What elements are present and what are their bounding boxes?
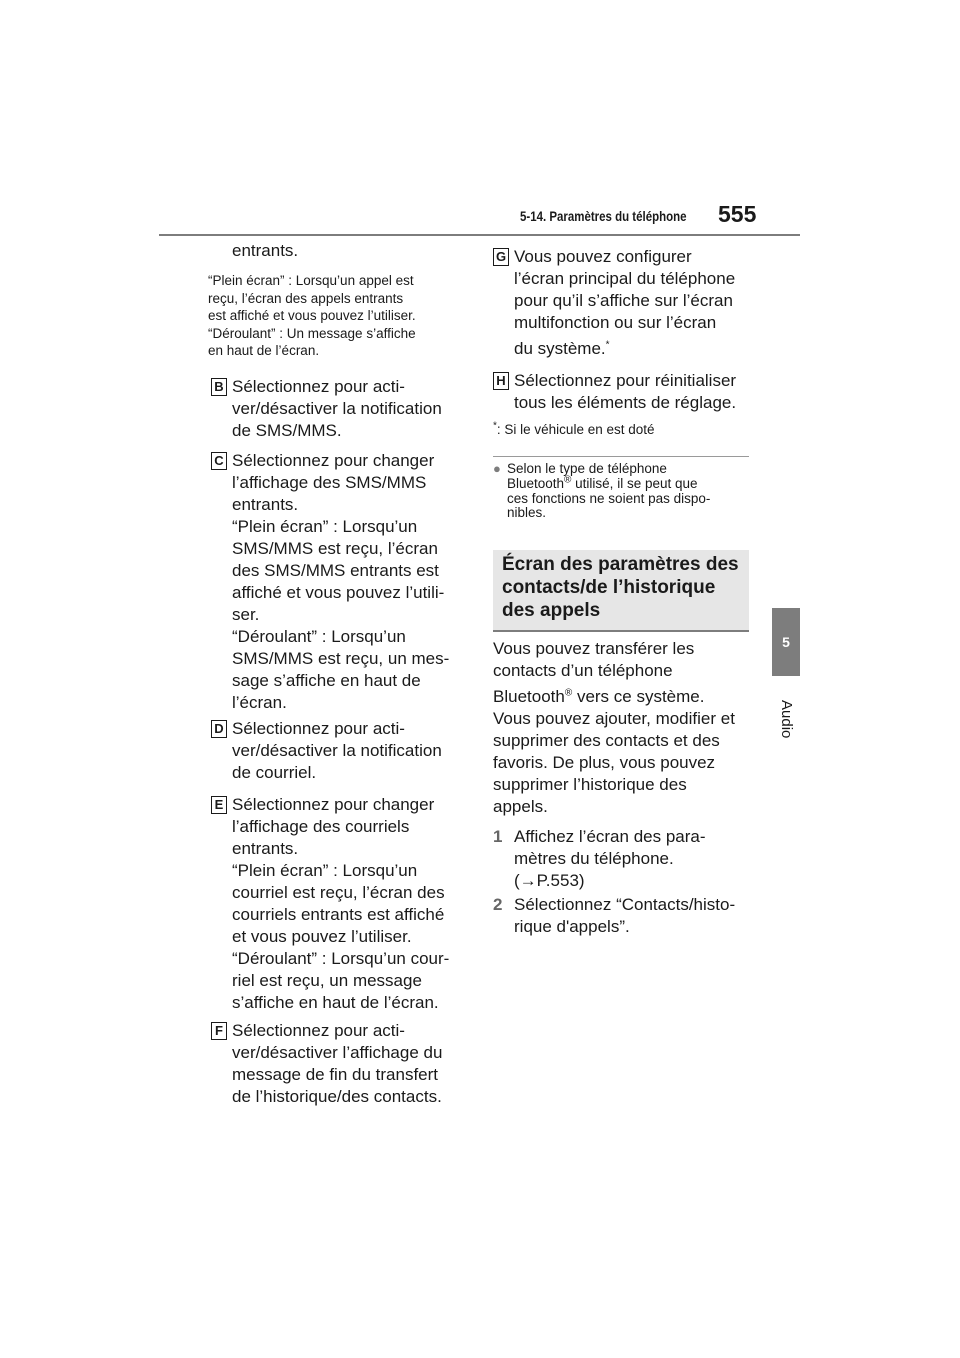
body-line: supprimer des contacts et des — [493, 731, 720, 750]
left-column — [208, 240, 463, 360]
item-line: entrants. — [232, 495, 299, 514]
note-line: est affiché et vous pouvez l’utiliser. — [208, 308, 416, 323]
item-line: message de fin du transfert — [232, 1065, 439, 1084]
item-label-box: D — [211, 720, 227, 738]
footnote-mark: * — [493, 420, 497, 432]
body-line: Vous pouvez transférer les — [493, 639, 695, 658]
section-heading-line: contacts/de l’historique — [502, 577, 716, 598]
item-g — [493, 246, 755, 360]
body-line — [493, 686, 755, 708]
note-line: nibles. — [507, 505, 547, 520]
step-line: (→P.553) — [514, 871, 585, 890]
note-block — [208, 272, 463, 360]
item-line: multifonction ou sur l’écran — [514, 313, 717, 332]
step-line: Affichez l’écran des para- — [514, 827, 706, 846]
item-line: ver/désactiver la notification — [232, 399, 442, 418]
item-line: l’affichage des SMS/MMS — [232, 473, 427, 492]
item-h — [493, 370, 755, 414]
continued-text: entrants. — [232, 241, 299, 260]
item-line: de courriel. — [232, 763, 317, 782]
registered-mark: ® — [564, 474, 572, 486]
body-line: appels. — [493, 797, 548, 816]
item-f — [211, 1020, 471, 1108]
note-text: Bluetooth — [507, 476, 565, 491]
section-body — [493, 638, 755, 818]
body-text: vers ce système. — [572, 687, 705, 706]
item-line: des SMS/MMS entrants est — [232, 561, 439, 580]
step-line: rique d'appels”. — [514, 917, 630, 936]
item-line: “Plein écran” : Lorsqu’un — [232, 517, 418, 536]
footnote-text: : Si le véhicule en est doté — [496, 422, 655, 437]
item-line: SMS/MMS est reçu, l’écran — [232, 539, 438, 558]
separator — [493, 456, 749, 457]
page-number: 555 — [718, 201, 757, 227]
item-line: entrants. — [232, 839, 299, 858]
body-text: Bluetooth — [493, 687, 565, 706]
step-1 — [493, 826, 755, 892]
item-line: de l’historique/des contacts. — [232, 1087, 442, 1106]
item-line — [514, 338, 755, 360]
step-number: 2 — [493, 895, 503, 914]
item-label-box: F — [211, 1022, 227, 1040]
item-line: ver/désactiver l’affichage du — [232, 1043, 443, 1062]
section-title: 5-14. Paramètres du téléphone — [520, 208, 687, 224]
step-line: mètres du téléphone. — [514, 849, 674, 868]
chapter-tab: 5 — [772, 608, 800, 676]
item-label-box: B — [211, 378, 227, 396]
item-line: courriel est reçu, l’écran des — [232, 883, 445, 902]
item-d — [211, 718, 471, 784]
step-number: 1 — [493, 827, 503, 846]
item-line-text: du système. — [514, 339, 606, 358]
note-line: Selon le type de téléphone — [507, 461, 667, 476]
item-line: Sélectionnez pour changer — [232, 451, 435, 470]
item-line: l’écran principal du téléphone — [514, 269, 736, 288]
item-line: Sélectionnez pour réinitialiser — [514, 371, 737, 390]
item-line: Sélectionnez pour acti- — [232, 377, 405, 396]
item-e — [211, 794, 471, 1014]
item-line: de SMS/MMS. — [232, 421, 342, 440]
step-2 — [493, 894, 755, 938]
item-line: riel est reçu, un message — [232, 971, 422, 990]
item-line: s’affiche en haut de l’écran. — [232, 993, 439, 1012]
registered-mark: ® — [564, 687, 573, 699]
item-label-box: C — [211, 452, 227, 470]
note — [493, 462, 753, 520]
note-line: “Déroulant” : Un message s’affiche — [208, 325, 416, 341]
item-line: Vous pouvez configurer — [514, 247, 692, 266]
item-b — [211, 376, 471, 442]
item-line: ser. — [232, 605, 260, 624]
footnote-mark: * — [605, 339, 610, 351]
section-heading-line: des appels — [502, 600, 601, 621]
note-line: “Plein écran” : Lorsqu’un appel est — [208, 273, 414, 288]
item-c — [211, 450, 471, 714]
item-line: l’écran. — [232, 693, 287, 712]
item-line: “Plein écran” : Lorsqu’un — [232, 861, 418, 880]
item-line: Sélectionnez pour acti- — [232, 1021, 405, 1040]
note-line: en haut de l’écran. — [208, 343, 320, 358]
item-label-box: H — [493, 372, 509, 390]
bullet-icon: ● — [493, 461, 501, 476]
item-line: affiché et vous pouvez l’utili- — [232, 583, 445, 602]
item-line: pour qu’il s’affiche sur l’écran — [514, 291, 733, 310]
item-line: “Déroulant” : Lorsqu’un cour- — [232, 949, 450, 968]
header-rule — [159, 234, 800, 236]
item-label-box: E — [211, 796, 227, 814]
section-heading-line: Écran des paramètres des — [502, 554, 739, 575]
item-line: “Déroulant” : Lorsqu’un — [232, 627, 406, 646]
item-line: Sélectionnez pour changer — [232, 795, 435, 814]
item-line: SMS/MMS est reçu, un mes- — [232, 649, 450, 668]
item-line: Sélectionnez pour acti- — [232, 719, 405, 738]
body-line: contacts d’un téléphone — [493, 661, 673, 680]
body-line: supprimer l’historique des — [493, 775, 687, 794]
chapter-label: Audio — [778, 700, 795, 739]
note-line: reçu, l’écran des appels entrants — [208, 290, 404, 306]
note-text: utilisé, il se peut que — [571, 476, 698, 491]
step-line: Sélectionnez “Contacts/histo- — [514, 895, 736, 914]
footnote — [493, 421, 655, 439]
item-line: et vous pouvez l’utiliser. — [232, 927, 412, 946]
item-line: sage s’affiche en haut de — [232, 671, 421, 690]
note-line — [507, 476, 753, 492]
body-line: favoris. De plus, vous pouvez — [493, 753, 716, 772]
item-line: tous les éléments de réglage. — [514, 393, 737, 412]
note-line: ces fonctions ne soient pas dispo- — [507, 491, 711, 506]
item-line: courriels entrants est affiché — [232, 905, 445, 924]
section-heading — [502, 553, 746, 622]
item-label-box: G — [493, 248, 509, 266]
body-line: Vous pouvez ajouter, modifier et — [493, 709, 735, 728]
item-line: ver/désactiver la notification — [232, 741, 442, 760]
item-line: l’affichage des courriels — [232, 817, 410, 836]
